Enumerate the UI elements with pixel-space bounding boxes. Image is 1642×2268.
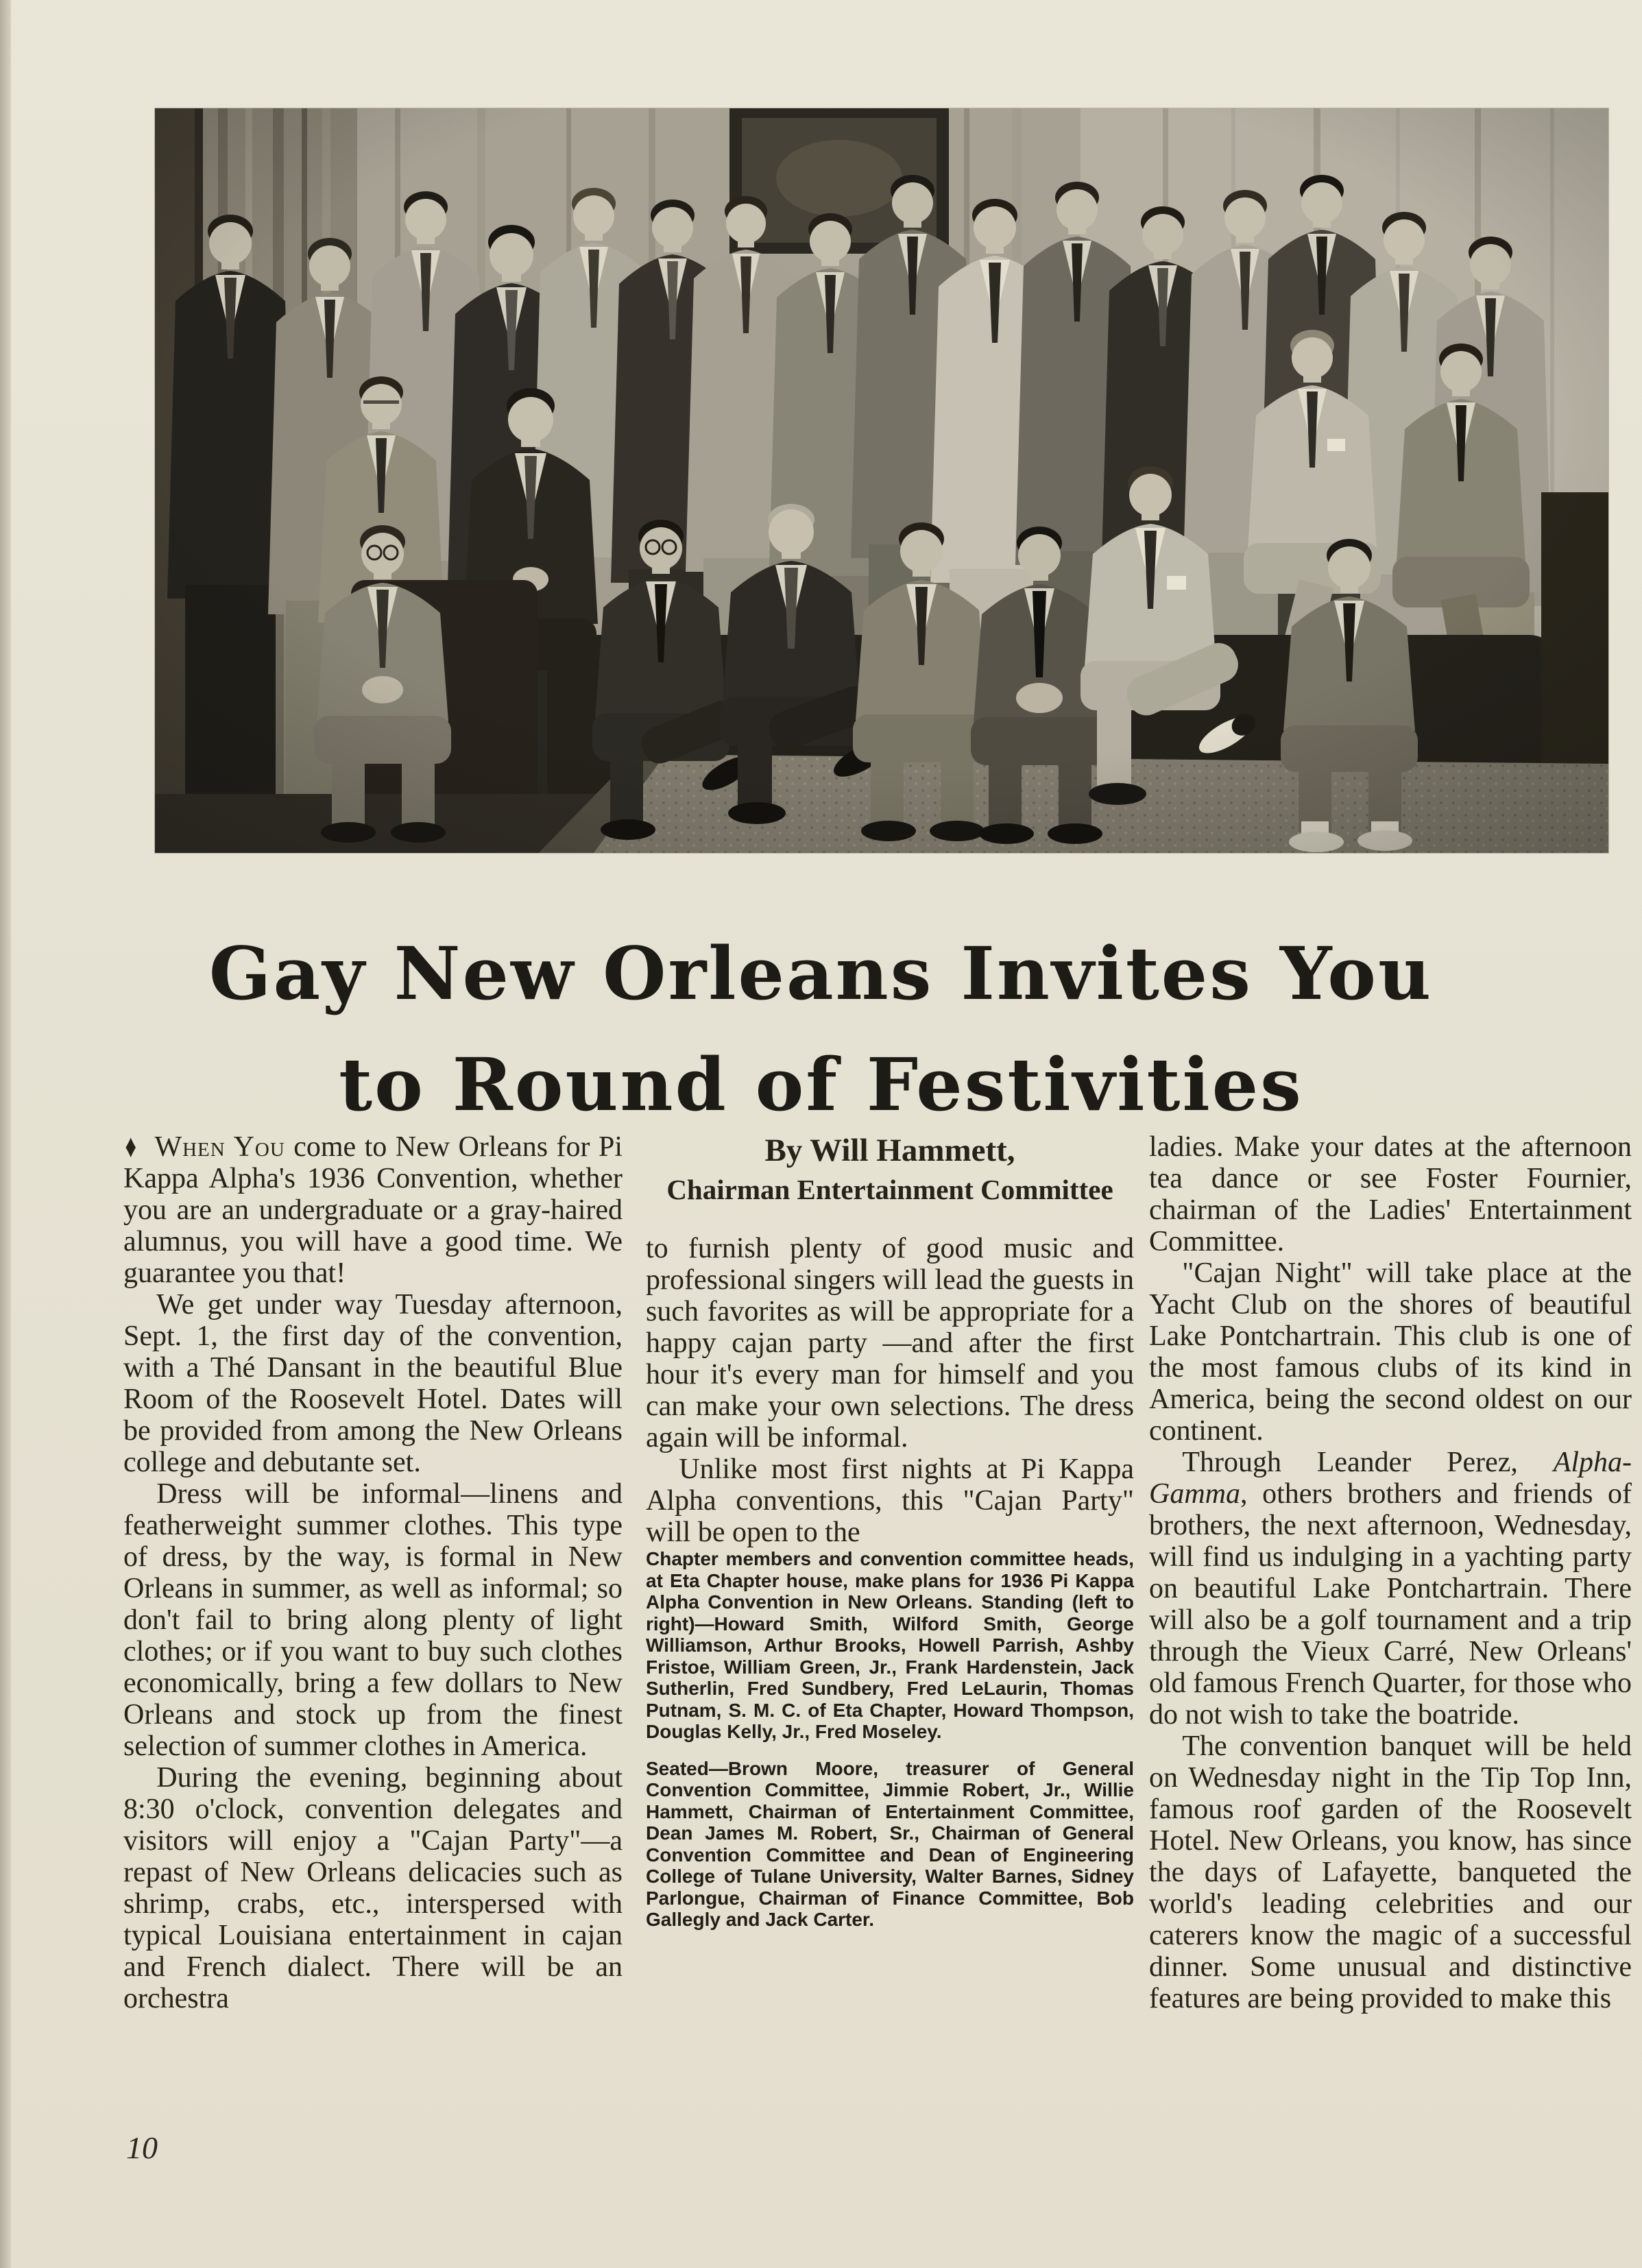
paragraph: to furnish plenty of good music and professional singers will lead the guests in such favorites as will be appropriate for a happy cajan party —and after the first hour it's every man for himself and you can make your own selections. The dress again will be informal. — [646, 1233, 1134, 1453]
lead-small-caps: When You — [154, 1131, 285, 1163]
page-number: 10 — [126, 2130, 158, 2165]
article-title-line2: to Round of Festivities — [339, 1041, 1303, 1128]
article-column-3 — [1149, 1131, 1632, 2014]
photo-caption-seated: Seated—Brown Moore, treasurer of General Convention Committee, Jimmie Robert, Jr., Willie Hammett, Chairman of Entertainment Committee, Dean James M. Robert, Sr., Chairman of General Convention Committee and Dean of Engineering College of Tulane University, Walter Barnes, Sidney Parlongue, Chairman of Finance Committee, Bob Gallegly and Jack Carter. — [646, 1757, 1134, 1930]
paragraph-text: Through Leander Perez, — [1182, 1447, 1554, 1478]
paragraph: During the evening, beginning about 8:30 o'clock, convention delegates and visitors will enjoy a "Cajan Party"—a repast of New Orleans delicacies such as shrimp, crabs, etc., interspersed with typical Louisiana entertainment in cajan and French dialect. There will be an orchestra — [123, 1762, 623, 2014]
article-title — [0, 918, 1642, 1140]
article-column-1 — [123, 1131, 623, 2014]
paragraph: The convention banquet will be held on Wednesday night in the Tip Top Inn, famous roof garden of the Roosevelt Hotel. New Orleans, you know, has since the days of Lafayette, banqueted the world's leading celebrities and our caterers know the magic of a successful dinner. Some unusual and distinctive features are being provided to make this — [1149, 1730, 1632, 2014]
photo-vignette — [155, 108, 1608, 853]
group-photo — [155, 108, 1608, 853]
photo-caption-standing: Chapter members and convention committee heads, at Eta Chapter house, make plans for 1936 Pi Kappa Alpha Convention in New Orleans. Standing (left to right)—Howard Smith, Wilford Smith, George Williamson, Arthur Brooks, Howell Parrish, Ashby Fristoe, William Green, Jr., Frank Hardenstein, Jack Sutherlin, Fred Sundbery, Fred LeLaurin, Thomas Putnam, S. M. C. of Eta Chapter, Howard Thompson, Douglas Kelly, Jr., Fred Moseley. — [646, 1548, 1134, 1742]
paragraph: Dress will be informal—linens and featherweight summer clothes. This type of dress, by the way, is formal in New Orleans in summer, as well as informal; so don't fail to bring along plenty of light clothes; or if you want to buy such clothes economically, bring a few dollars to New Orleans and stock up from the finest selection of summer clothes in America. — [123, 1478, 623, 1762]
article-title-line1: Gay New Orleans Invites You — [208, 930, 1434, 1017]
paragraph — [123, 1131, 623, 1289]
diamond-bullet-icon: ♦ — [125, 1129, 137, 1165]
paragraph: We get under way Tuesday afternoon, Sept. 1, the first day of the convention, with a Thé Dansant in the beautiful Blue Room of the Roosevelt Hotel. Dates will be provided from among the New Orleans college and debutante set. — [123, 1289, 623, 1478]
article-column-2 — [646, 1131, 1134, 1931]
byline-author: By Will Hammett, — [764, 1133, 1015, 1168]
byline-role: Chairman Entertainment Committee — [666, 1174, 1113, 1205]
byline — [646, 1131, 1134, 1209]
paragraph: Unlike most first nights at Pi Kappa Alpha conventions, this "Cajan Party" will be open to the — [646, 1453, 1134, 1548]
paragraph — [1149, 1447, 1632, 1730]
group-photo-illustration — [155, 108, 1608, 853]
paragraph: "Cajan Night" will take place at the Yacht Club on the shores of beautiful Lake Pontchartrain. This club is one of the most famous clubs of its kind in America, being the second oldest on our continent. — [1149, 1257, 1632, 1447]
italic-chapter-name: Alpha-Gamma — [1149, 1447, 1632, 1510]
paragraph: ladies. Make your dates at the afternoon tea dance or see Foster Fournier, chairman of the Ladies' Entertainment Committee. — [1149, 1131, 1632, 1257]
paragraph-text: , others brothers and friends of brothers, the next afternoon, Wednesday, will find us indulging in a yachting party on beautiful Lake Pontchartrain. There will also be a golf tournament and a trip through the Vieux Carré, New Orleans' old famous French Quarter, for those who do not wish to take the boatride. — [1149, 1478, 1632, 1730]
paragraph-text: come to New Orleans for Pi Kappa Alpha's 1936 Convention, whether you are an undergraduate or a gray-haired alumnus, you will have a good time. We guarantee you that! — [123, 1131, 623, 1289]
